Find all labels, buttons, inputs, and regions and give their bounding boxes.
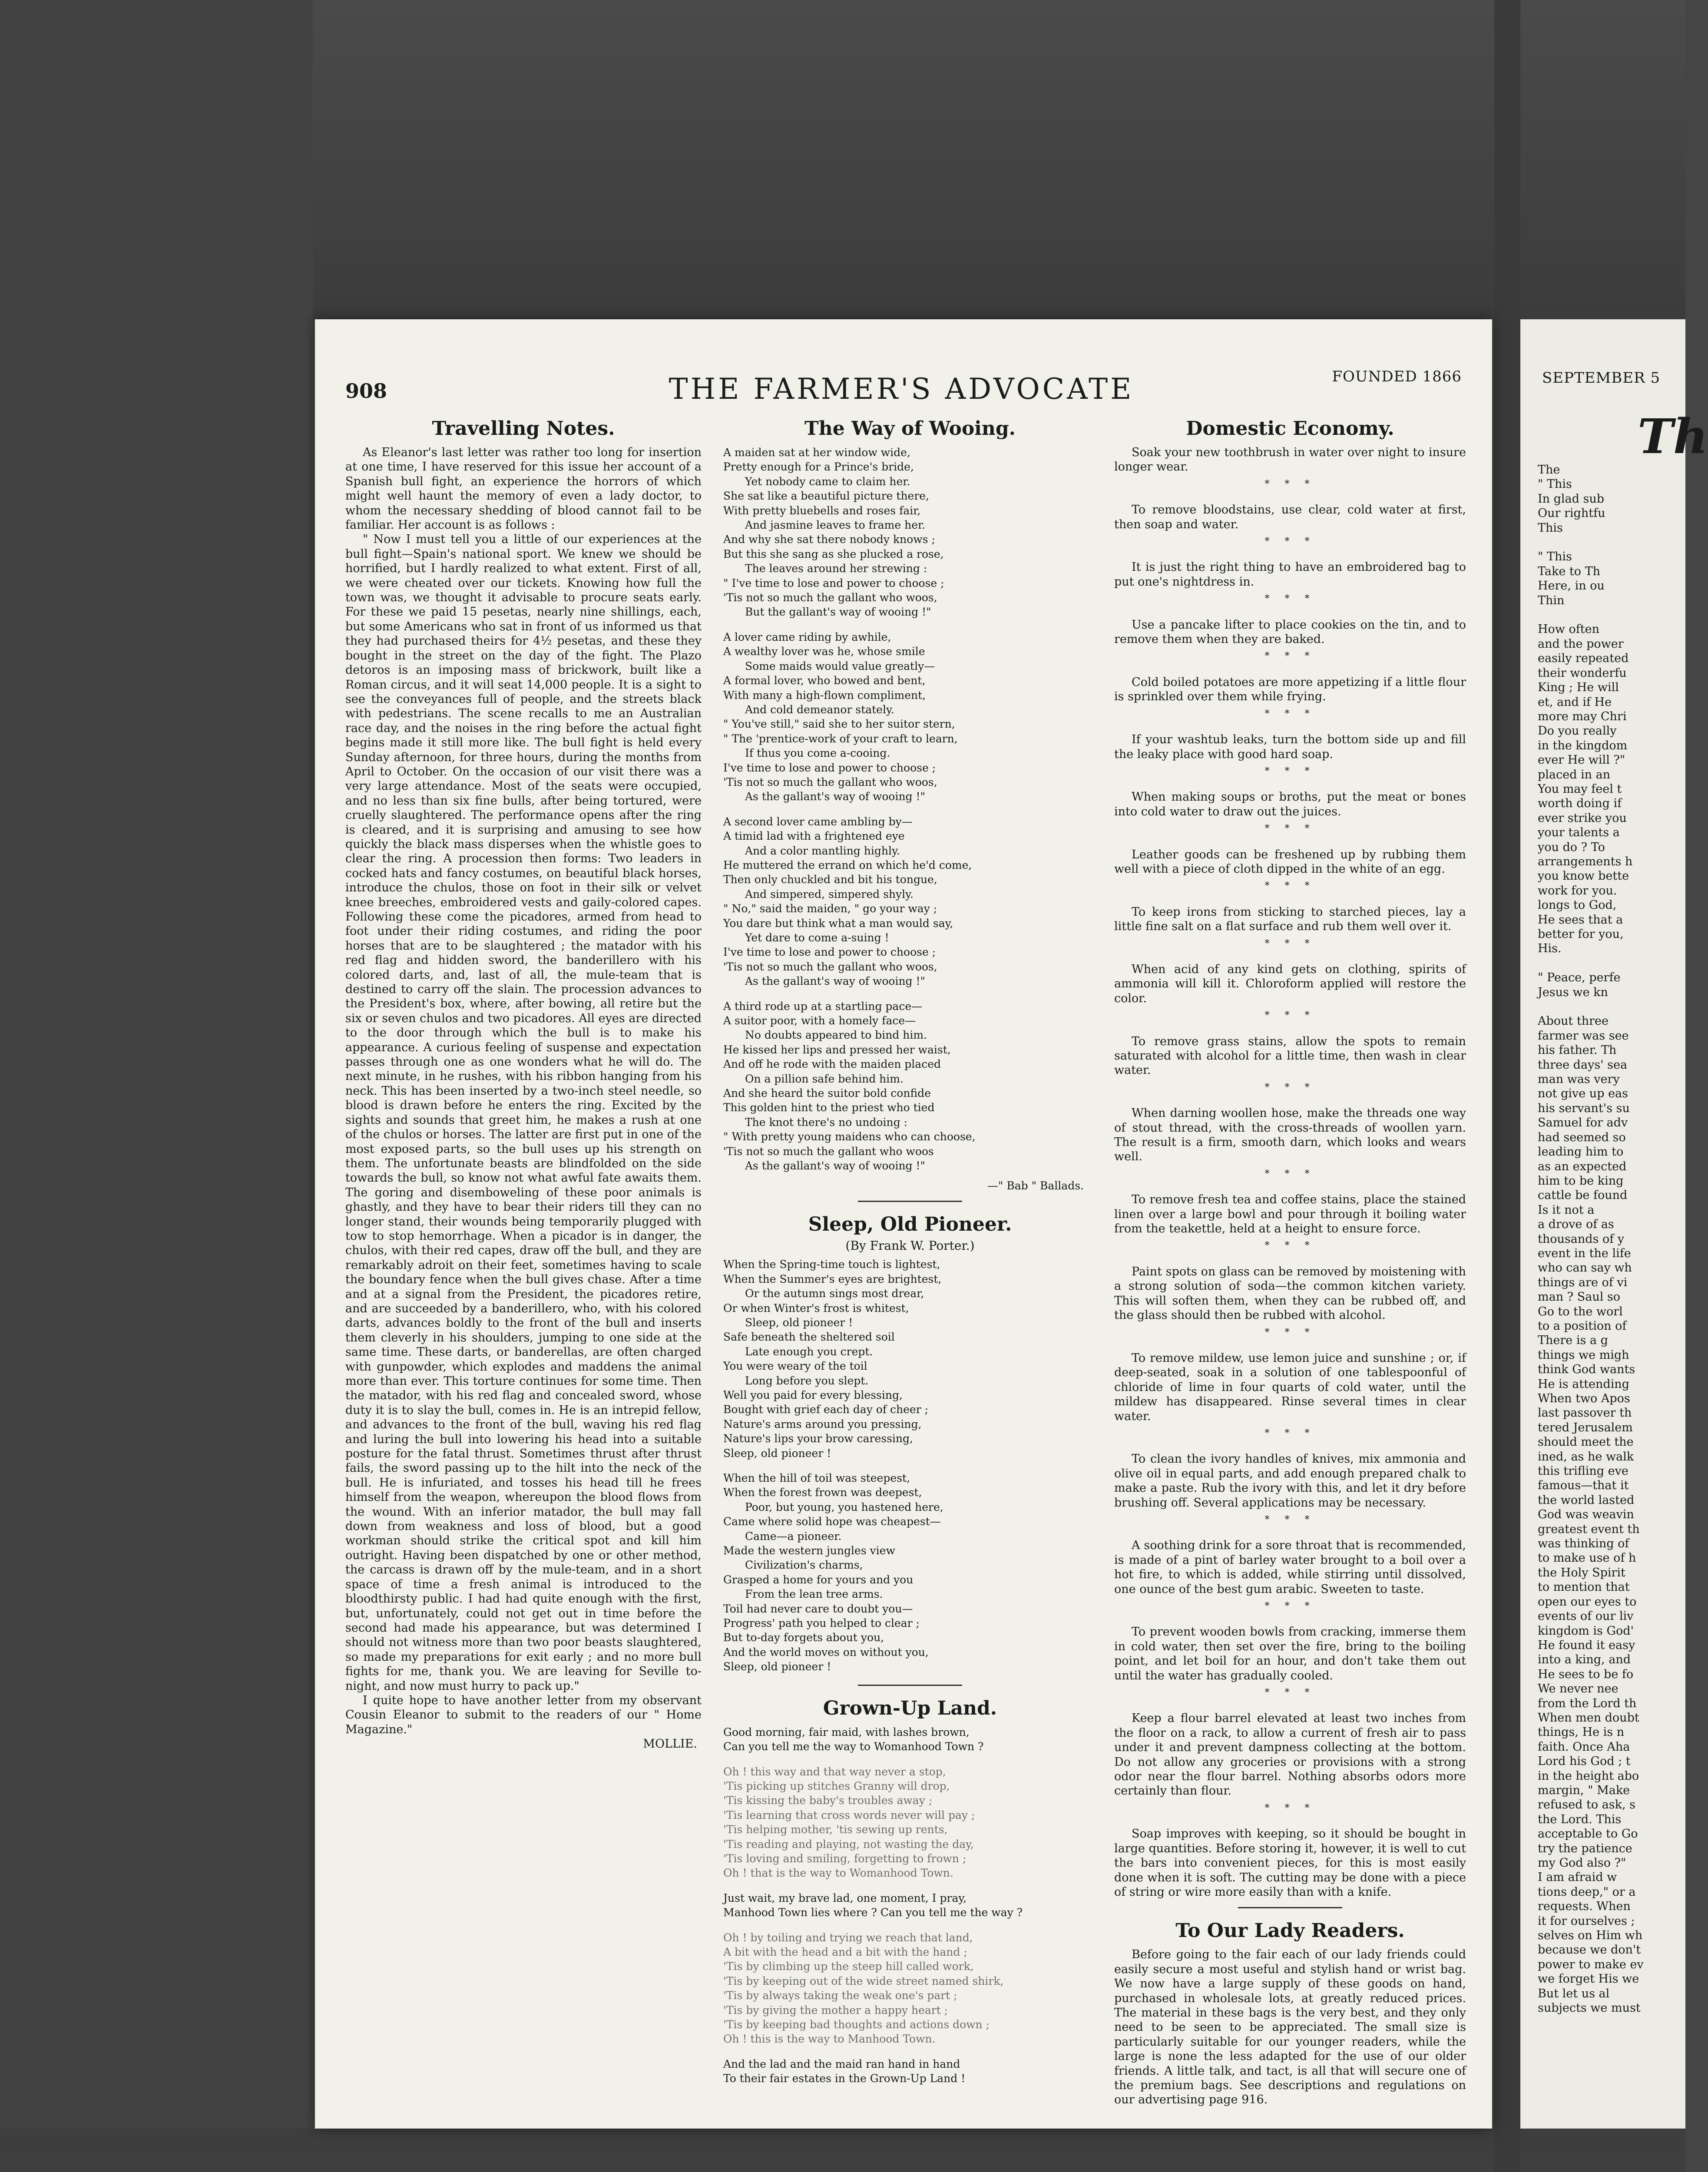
poem-line: Oh ! this is the way to Manhood Town. [723,2033,936,2046]
poem-line: " I've time to lose and power to choose ; [723,576,944,589]
domestic-tip: To remove mildew, use lemon juice and sunshine ; or, if deep-seated, soak in a solution of one tablespoonful of chloride of lime in four quarts of cold water, until the mildew has disappeared. Rinse several times in clear water. [1114,1351,1466,1423]
adjacent-page-line: things are of vi [1538,1275,1628,1289]
poem-line: Oh ! this way and that way never a stop, [723,1765,946,1778]
poem-stanza [723,1930,1097,2046]
adjacent-page-line: event in the life [1538,1246,1631,1260]
poem-line: On a pillion safe behind him. [745,1072,904,1085]
domestic-tip: It is just the right thing to have an embroidered bag to put one's nightdress in. [1114,560,1466,589]
adjacent-page-line: a drove of as [1538,1218,1614,1232]
adjacent-page-line: easily repeated [1538,652,1629,666]
poem-line: Made the western jungles view [723,1544,895,1557]
domestic-tip: Use a pancake lifter to place cookies on the tin, and to remove them when they are baked. [1114,618,1466,646]
poem-line: She sat like a beautiful picture there, [723,490,930,503]
tip-separator: * * * [1264,938,1316,949]
poem-line: 'Tis by always taking the weak one's part ; [723,1989,957,2002]
adjacent-page-line: things, He is n [1538,1725,1625,1739]
poem-line: And off he rode with the maiden placed [723,1058,941,1071]
adjacent-page-line: into a king, and [1538,1653,1631,1667]
poem-line: Then only chuckled and bit his tongue, [723,873,937,886]
column-domestic-economy [1114,415,1466,2110]
poem-line: 'Tis by keeping out of the wide street named shirk, [723,1974,1004,1987]
adjacent-page-line: try the patience [1538,1841,1632,1855]
adjacent-page-line: tions deep," or a [1538,1885,1636,1899]
adjacent-page-line: " This [1538,477,1572,491]
adjacent-page-line: and the power [1538,637,1624,651]
adjacent-page-line: should meet the [1538,1435,1634,1449]
poem-line: Bought with grief each day of cheer ; [723,1403,929,1416]
poem-line: 'Tis not so much the gallant who woos, [723,775,937,788]
tip-separator: * * * [1264,765,1316,777]
article-paragraph: As Eleanor's last letter was rather too long for insertion at one time, I have reserved for this issue her account of a Spanish bull fight, an experience the horrors of which might well haunt the memory of even a lady doctor, to whom the necessary shedding of blood cannot fail to be familiar. Her account is as follows : [345,446,702,532]
poem-line: Well you paid for every blessing, [723,1388,903,1401]
poem-line: 'Tis picking up stitches Granny will drop, [723,1779,950,1792]
adjacent-page-line: to mention that [1538,1580,1630,1594]
adjacent-page-line: Our rightfu [1538,507,1605,520]
adjacent-page-line: who can say wh [1538,1261,1632,1275]
adjacent-page-line [1538,535,1694,550]
poem-line: 'Tis learning that cross words never will pay ; [723,1808,975,1821]
poem-stanza [723,630,1097,804]
poem-line: Came where solid hope was cheapest— [723,1515,941,1528]
domestic-tip: Soap improves with keeping, so it should be bought in large quantities. Before storing it, however, it is well to cut the bars into convenient pieces, for this is most easily done when it is soft. The cutting may be done with a piece of string or wire more easily than with a knife. [1114,1827,1466,1899]
tip-separator: * * * [1264,1601,1316,1612]
adjacent-page-line: Thin [1538,593,1565,607]
poem-line: When the forest frown was deepest, [723,1486,922,1499]
tip-separator: * * * [1264,1427,1316,1439]
adjacent-page-line: greatest event th [1538,1522,1640,1536]
poem-line: Sleep, old pioneer ! [723,1660,831,1673]
adjacent-page-line: power to make ev [1538,1957,1644,1971]
poem-line: Manhood Town lies where ? Can you tell me the way ? [723,1906,1023,1919]
tip-separator: * * * [1264,1082,1316,1093]
poem-line: Some maids would value greatly— [745,659,935,672]
poem-line: Sleep, old pioneer ! [723,1447,831,1460]
tip-separator: * * * [1264,1010,1316,1021]
poem-line: As the gallant's way of wooing !" [745,1159,926,1172]
poem-line: And she heard the suitor bold confide [723,1087,931,1100]
adjacent-page-line: their wonderfu [1538,666,1627,680]
domestic-tip: Soak your new toothbrush in water over night to insure longer wear. [1114,446,1466,474]
domestic-tip: If your washtub leaks, turn the bottom side up and fill the leaky place with good hard soap. [1114,733,1466,761]
poem-line: A wealthy lover was he, whose smile [723,645,925,658]
adjacent-page-line: Go to the worl [1538,1305,1623,1318]
poem-line: With many a high-flown compliment, [723,689,926,702]
tip-separator: * * * [1264,593,1316,605]
adjacent-page-line: him to be king [1538,1174,1624,1188]
adjacent-page-line: better for you, [1538,927,1624,941]
adjacent-page-line: it for ourselves ; [1538,1914,1635,1928]
adjacent-page-line: in the kingdom [1538,738,1628,752]
poem-line: " No," said the maiden, " go your way ; [723,902,937,915]
adjacent-page-line: kingdom is God' [1538,1624,1634,1638]
readers-paragraph: Before going to the fair each of our lady friends could easily secure a most useful and stylish hand or wrist bag. We now have a large supply of these goods on hand, purchased in wholesale lots, at greatly reduced prices. The material in these bags is the very best, and they only need to be seen to be appreciated. The small size is particularly suitable for our younger readers, while the large is none the less adapted for the use of our older friends. A little talk, and tact, is all that will secure one of the premium bags. See descriptions and regulations on our advertising page 916. [1114,1948,1466,2107]
adjacent-page-line: as an expected [1538,1159,1627,1173]
adjacent-page-line: famous—that it [1538,1479,1629,1493]
tip-separator: * * * [1264,708,1316,719]
poem-line: When the Summer's eyes are brightest, [723,1272,942,1285]
poem-grownup [723,1725,1097,2086]
adjacent-page-line: margin, " Make [1538,1783,1630,1797]
poem-stanza [723,2057,1097,2086]
adjacent-page-line: About three [1538,1014,1609,1028]
poem-line: Or when Winter's frost is whitest, [723,1301,909,1314]
adjacent-page-line: requests. When [1538,1900,1631,1914]
poem-line: A third rode up at a startling pace— [723,1000,923,1013]
poem-line: Just wait, my brave lad, one moment, I pray, [723,1891,967,1904]
adjacent-page-line: worth doing if [1538,797,1622,811]
poem-line: To their fair estates in the Grown-Up Land ! [723,2072,966,2085]
poem-line: 'Tis not so much the gallant who woos, [723,960,937,973]
adjacent-page-line: work for you. [1538,884,1617,897]
adjacent-page-line: his servant's su [1538,1101,1630,1115]
adjacent-page-line: tered Jerusalem [1538,1420,1633,1434]
poem-stanza [723,1765,1097,1881]
adjacent-page-line: Jesus we kn [1538,985,1608,999]
scan-background-bottom [0,2129,1685,2172]
tip-separator: * * * [1264,1802,1316,1814]
poem-line: And jasmine leaves to frame her. [745,519,926,532]
poem-line: 'Tis reading and playing, not wasting the day, [723,1838,974,1851]
poem-line: Or the autumn sings most drear, [745,1287,924,1300]
adjacent-page-line: The [1538,463,1560,477]
tip-separator: * * * [1264,881,1316,892]
adjacent-page-line: ever He will ?" [1538,753,1625,767]
adjacent-page-line: to make use of h [1538,1551,1636,1565]
domestic-tip: To remove bloodstains, use clear, cold water at first, then soap and water. [1114,503,1466,531]
poem-stanza [723,1257,1097,1460]
domestic-tip: To prevent wooden bowls from cracking, immerse them in cold water, then set over the fire, bring to the boiling point, and let boil for an hour, and don't take them out until the water has gradually cooled. [1114,1625,1466,1682]
poem-line: 'Tis by giving the mother a happy heart ; [723,2003,948,2016]
poem-line: Poor, but young, you hastened here, [745,1500,943,1513]
domestic-tip: To clean the ivory handles of knives, mix ammonia and olive oil in equal parts, and add enough prepared chalk to make a paste. Rub the ivory with this, and let it dry before brushing off. Several applications may be necessary. [1114,1452,1466,1510]
poem-line: This golden hint to the priest who tied [723,1101,935,1114]
adjacent-page-line: When men doubt [1538,1711,1639,1725]
poem-line: When the Spring-time touch is lightest, [723,1258,940,1271]
poem-byline: (By Frank W. Porter.) [845,1238,975,1253]
adjacent-page-line: When two Apos [1538,1392,1630,1405]
adjacent-page-line: from the Lord th [1538,1696,1637,1710]
poem-line: " You've still," said she to her suitor stern, [723,718,955,731]
poem-line: And a color mantling highly. [745,844,900,857]
adjacent-page-line: acceptable to Go [1538,1827,1638,1841]
domestic-tip: Cold boiled potatoes are more appetizing if a little flour is sprinkled over them while frying. [1114,675,1466,704]
poem-line: And cold demeanor stately. [745,703,894,716]
poem-line: With pretty bluebells and roses fair, [723,504,921,517]
adjacent-page-line: cattle be found [1538,1189,1628,1202]
poem-line: The leaves around her strewing : [745,562,927,575]
poem-line: As the gallant's way of wooing !" [745,790,926,803]
poem-line: And the world moves on without you, [723,1646,929,1659]
tip-separator: * * * [1264,651,1316,662]
poem-line: " The 'prentice-work of your craft to learn, [723,732,958,745]
poem-line: Nature's lips your brow caressing, [723,1432,913,1445]
adjacent-page-line: last passover th [1538,1406,1632,1420]
poem-line: Came—a pioneer. [745,1530,842,1543]
adjacent-page-line: three days' sea [1538,1058,1628,1072]
adjacent-page-big-heading: Th [1638,408,1708,464]
poem-stanza [723,1725,1097,1754]
tip-separator: * * * [1264,1168,1316,1179]
poem-line: But to-day forgets about you, [723,1631,884,1644]
adjacent-page-line: was thinking of [1538,1537,1629,1551]
poem-line: Civilization's charms, [745,1559,863,1572]
tip-separator: * * * [1264,478,1316,490]
adjacent-page-line: His. [1538,942,1562,956]
domestic-tip: When darning woollen hose, make the threads one way of stout thread, with the cross-threads of woollen yarn. The result is a firm, smooth darn, which looks and wears well. [1114,1106,1466,1164]
adjacent-page-line: He found it easy [1538,1638,1635,1652]
adjacent-page-line: we forget His we [1538,1972,1639,1986]
poem-line: And why she sat there nobody knows ; [723,533,935,546]
adjacent-page-line: because we don't [1538,1943,1641,1957]
adjacent-page-line: think God wants [1538,1363,1635,1377]
adjacent-page-line: not give up eas [1538,1087,1628,1101]
adjacent-page-line [1538,1000,1694,1014]
poem-line: A maiden sat at her window wide, [723,446,910,459]
tip-separator: * * * [1264,1514,1316,1525]
adjacent-page-line: Lord his God ; t [1538,1755,1631,1768]
adjacent-page-header: SEPTEMBER 5 [1542,369,1661,387]
tip-separator: * * * [1264,1240,1316,1252]
adjacent-page-line: you do ? To [1538,840,1605,854]
poem-stanza [723,999,1097,1173]
adjacent-page-line: man ? Saul so [1538,1290,1621,1304]
adjacent-page-line: Is it not a [1538,1203,1595,1217]
divider-rule [858,1201,962,1202]
domestic-tip: To keep irons from sticking to starched pieces, lay a little fine salt on a flat surface and rub them well over it. [1114,905,1466,934]
adjacent-page-line: But let us al [1538,1987,1610,2000]
poem-line: Yet dare to come a-suing ! [745,931,889,944]
poem-line: And simpered, simpered shyly. [745,887,914,901]
poem-line: 'Tis kissing the baby's troubles away ; [723,1794,933,1807]
article-paragraph: I quite hope to have another letter from my observant Cousin Eleanor to submit to the readers of our " Home Magazine." [345,1693,702,1736]
poem-line: Pretty enough for a Prince's bride, [723,460,914,473]
scan-background-left [0,0,313,2172]
adjacent-page-line: He sees to be fo [1538,1667,1634,1681]
poem-line: But the gallant's way of wooing !" [745,606,931,619]
adjacent-page-line: " Peace, perfe [1538,971,1621,985]
poem-stanza [723,1891,1097,1920]
adjacent-page-line: your talents a [1538,826,1620,840]
adjacent-page-line: I am afraid w [1538,1871,1617,1884]
section-heading-readers: To Our Lady Readers. [1175,1920,1405,1942]
poem-line: But this she sang as she plucked a rose, [723,547,944,560]
poem-line: 'Tis by keeping bad thoughts and actions down ; [723,2018,990,2031]
adjacent-page-line: Do you really [1538,724,1617,738]
adjacent-page-fragment [1520,319,1708,2129]
poem-line: He kissed her lips and pressed her waist, [723,1043,951,1056]
poem-line: 'Tis not so much the gallant who woos, [723,591,937,604]
adjacent-page-line: to a position of [1538,1319,1627,1333]
domestic-tips-list [1114,445,1466,1899]
adjacent-page-line: leading him to [1538,1145,1624,1159]
domestic-tip: Keep a flour barrel elevated at least two inches from the floor on a rack, to allow a current of fresh air to pass under it and prevent dampness collecting at the bottom. Do not allow any groceries or provisions with a strong odor near the flour barrel. Nothing absorbs odors more certainly than flour. [1114,1712,1466,1798]
domestic-tip: To remove fresh tea and coffee stains, place the stained linen over a large bowl and pour through it boiling water from the teakettle, held at a height to ensure force. [1114,1193,1466,1236]
adjacent-page-line: open our eyes to [1538,1595,1637,1609]
poem-line: 'Tis not so much the gallant who woos [723,1145,934,1158]
adjacent-page-line: God was weavin [1538,1508,1634,1522]
founded-label: FOUNDED 1866 [1332,368,1462,385]
adjacent-page-line: the Lord. This [1538,1812,1622,1826]
poem-line: Can you tell me the way to Womanhood Town ? [723,1740,984,1753]
adjacent-page-line: man was very [1538,1073,1620,1086]
tip-separator: * * * [1264,536,1316,547]
adjacent-page-line: longs to God, [1538,898,1617,912]
poem-stanza [723,445,1097,619]
adjacent-page-line [1538,956,1694,970]
poem-wooing [723,445,1097,1173]
adjacent-page-line: We never nee [1538,1682,1619,1696]
page-gutter [1494,0,1520,2172]
adjacent-page-line: et, and if He [1538,695,1612,709]
adjacent-page-line: his father. Th [1538,1043,1617,1057]
poem-line: The knot there's no undoing : [745,1116,907,1129]
poem-line: Oh ! that is the way to Womanhood Town. [723,1867,953,1880]
poem-line: A lover came riding by awhile, [723,630,891,643]
adjacent-page-line: He sees that a [1538,913,1623,927]
poem-line: Good morning, fair maid, with lashes brown, [723,1725,970,1738]
poem-line: 'Tis loving and smiling, forgetting to frown ; [723,1852,967,1865]
adjacent-page-line: farmer was see [1538,1029,1629,1043]
tip-separator: * * * [1264,823,1316,834]
poem-line: Long before you slept. [745,1374,869,1387]
divider-rule [858,1685,962,1686]
poem-heading-pioneer: Sleep, Old Pioneer. [808,1213,1012,1235]
adjacent-page-line: faith. Once Aha [1538,1740,1630,1754]
poem-stanza [723,1471,1097,1674]
article-signature: MOLLIE. [643,1737,697,1751]
poem-line: As the gallant's way of wooing !" [745,975,926,988]
poem-line: 'Tis by climbing up the steep hill called work, [723,1960,974,1973]
masthead-title: THE FARMER'S ADVOCATE [669,372,1134,406]
domestic-tip: Paint spots on glass can be removed by moistening with a strong solution of soda—the common kitchen variety. This will soften them, when they can be rubbed off, and the glass should then be rubbed with alcohol. [1114,1265,1466,1322]
article-heading: Travelling Notes. [432,417,615,440]
poem-line: A second lover came ambling by— [723,815,913,828]
adjacent-page-line: This [1538,521,1563,535]
poem-line: I've time to lose and power to choose ; [723,946,936,959]
poem-line: When the hill of toil was steepest, [723,1472,910,1484]
poem-line: Late enough you crept. [745,1345,873,1358]
newspaper-page-908 [315,319,1492,2129]
poem-heading-wooing: The Way of Wooing. [804,417,1016,440]
poem-attribution: —" Bab " Ballads. [987,1179,1084,1192]
adjacent-page-line: this trifling eve [1538,1464,1629,1478]
adjacent-page-text [1538,463,1694,2015]
poem-line: A bit with the head and a bit with the hand ; [723,1945,967,1958]
adjacent-page-line [1538,608,1694,622]
domestic-tip: A soothing drink for a sore throat that is recommended, is made of a pint of barley water brought to a boil over a hot fire, to which is added, while stirring until dissolved, one ounce of the best gum arabic. Sweeten to taste. [1114,1539,1466,1596]
divider-rule [1238,1907,1342,1908]
section-heading-domestic: Domestic Economy. [1186,417,1394,440]
poem-line: Nature's arms around you pressing, [723,1417,922,1430]
poem-line: Toil had never care to doubt you— [723,1602,913,1615]
adjacent-page-line: You may feel t [1538,782,1622,796]
poem-line: If thus you come a-cooing. [745,747,890,760]
adjacent-page-line: selves on Him wh [1538,1929,1643,1943]
domestic-tip: Leather goods can be freshened up by rubbing them well with a piece of cloth dipped in the white of an egg. [1114,848,1466,876]
domestic-tip: When making soups or broths, put the meat or bones into cold water to draw out the juices. [1114,790,1466,818]
adjacent-page-line: the Holy Spirit [1538,1566,1625,1579]
adjacent-page-line: more may Chri [1538,709,1627,723]
poem-line: A suitor poor, with a homely face— [723,1014,916,1027]
adjacent-page-line: Take to Th [1538,564,1601,578]
poem-line: You were weary of the toil [723,1360,867,1373]
adjacent-page-line: the world lasted [1538,1493,1635,1507]
column-travelling-notes [345,415,702,1752]
domestic-tip: When acid of any kind gets on clothing, spirits of ammonia will kill it. Chloroform applied will restore the color. [1114,962,1466,1005]
poem-line: Grasped a home for yours and you [723,1573,914,1586]
adjacent-page-line: There is a g [1538,1334,1608,1348]
adjacent-page-line: Samuel for adv [1538,1116,1628,1130]
adjacent-page-line: Here, in ou [1538,579,1605,593]
adjacent-page-line: refused to ask, s [1538,1798,1635,1812]
poem-line: From the lean tree arms. [745,1588,883,1601]
adjacent-page-line: How often [1538,622,1599,636]
poem-line: Safe beneath the sheltered soil [723,1331,895,1344]
poem-heading-grownup: Grown-Up Land. [823,1697,997,1719]
adjacent-page-line: He is attending [1538,1377,1629,1391]
poem-stanza [723,814,1097,989]
poem-line: " With pretty young maidens who can choose, [723,1130,976,1143]
adjacent-page-line: King ; He will [1538,681,1619,695]
adjacent-page-line: subjects we must [1538,2001,1641,2015]
poem-line: Sleep, old pioneer ! [745,1316,853,1329]
page-number: 908 [345,379,387,403]
poem-line: You dare but think what a man would say, [723,917,953,930]
adjacent-page-line: " This [1538,550,1572,564]
poem-line: And the lad and the maid ran hand in hand [723,2057,960,2070]
adjacent-page-line: you know bette [1538,869,1629,883]
adjacent-page-line: events of our liv [1538,1609,1634,1623]
poem-line: He muttered the errand on which he'd come, [723,858,972,871]
poem-line: Oh ! by toiling and trying we reach that land, [723,1931,973,1944]
column-poems [723,415,1097,2096]
domestic-tip: To remove grass stains, allow the spots to remain saturated with alcohol for a little time, then wash in clear water. [1114,1034,1466,1077]
adjacent-page-line: in the height abo [1538,1769,1639,1783]
tip-separator: * * * [1264,1687,1316,1699]
adjacent-page-line: In glad sub [1538,492,1605,506]
poem-line: Progress' path you helped to clear ; [723,1617,920,1630]
adjacent-page-line: my God also ?" [1538,1856,1626,1870]
poem-pioneer [723,1257,1097,1674]
adjacent-page-line: ever strike you [1538,811,1627,825]
poem-line: 'Tis helping mother, 'tis sewing up rents, [723,1823,948,1836]
tip-separator: * * * [1264,1327,1316,1338]
adjacent-page-line: ined, as he walk [1538,1450,1634,1463]
adjacent-page-line: arrangements h [1538,854,1633,868]
adjacent-page-line: things we migh [1538,1348,1629,1362]
adjacent-page-line: placed in an [1538,768,1611,781]
poem-line: A timid lad with a frightened eye [723,830,905,843]
poem-line: No doubts appeared to bind him. [745,1029,927,1042]
adjacent-page-line: had seemed so [1538,1130,1626,1144]
poem-line: Yet nobody came to claim her. [745,475,910,488]
article-body [345,445,702,1737]
article-paragraph: " Now I must tell you a little of our experiences at the bull fight—Spain's national sport. We knew we should be horrified, but I hardly realized to what extent. First of all, we were cheated over our tickets. Knowing how full the town was, we thought it advisable to procure seats early. For these we paid 15 pesetas, nearly nine shillings, each, but some Americans who sat in front of us informed us that they had purchased theirs for 4½ pesetas, and these they bought in the street on the day of the fight. The Plazo detoros is an imposing mass of brickwork, built like a Roman circus, and it will seat 14,000 people. It is a sight to see the conveyances full of people, and the streets black with pedestrians. The scene recalls to me an Australian race day, and the noises in the ring before the actual fight begins made it still more like. The bull fight is held every Sunday afternoon, for three hours, during the months from April to October. On the occasion of our visit there was a very large attendance. Most of the seats were occupied, and no less than six fine bulls, after being tortured, were cruelly slaughtered. The performance opens after the ring is cleared, and it is surprising and amusing to see how quickly the black mass disperses when the whistle goes to clear the ring. A procession then forms: Two leaders in cocked hats and fancy costumes, on beautiful black horses, introduce the chulos, those on foot in their silk or velvet knee breeches, embroidered vests and gaily-colored capes. Following these come the picadores, armed from head to foot under their riding costumes, and riding the poor horses that are to be slaughtered ; the matador with his red flag and hidden sword, the banderillero with his colored darts, and, last of all, the mule-team that is destined to carry off the slain. The procession advances to the President's box, where, after bowing, all retire but the six or seven chulos and two picadores. All eyes are directed to the door through which the bull is to make his appearance. A curious feeling of suspense and expectation passes through one as one wonders what he will do. The next minute, in he rushes, with his ribbon hanging from his neck. This has been inserted by a two-inch steel needle, so blood is drawn before he enters the ring. Excited by the sights and sounds that greet him, he makes a rush at one of the chulos or horses. The latter are first put in one of the most exposed parts, so the bull uses up his strength on them. The unfortunate beasts are blindfolded on the side towards the bull, so know not what awful fate awaits them. The goring and disemboweling of these poor animals is ghastly, and they have to bear their riders till they can no longer stand, their wounds being temporarily plugged with tow to stop hemorrhage. When a picador is in danger, the chulos, with their red capes, draw off the bull, and they are remarkably adroit on their feet, sometimes having to scale the boundary fence when the bull gives chase. After a time and at a signal from the President, the picadores retire, and are succeeded by a banderillero, who, with his colored darts, advances boldly to the front of the bull and inserts them cleverly in his shoulders, jumping to one side at the same time. These darts, or banderellas, are often charged with gunpowder, which explodes and maddens the animal more than ever. This torture continues for some time. Then the matador, with his red flag and concealed sword, whose duty it is to slay the bull, comes in. He is an intrepid fellow, and advances to the front of the bull, waving his red flag and luring the bull into lowering his head into a suitable posture for the fatal thrust. Sometimes thrust after thrust fails, the sword passing up to the hilt into the neck of the bull. He is infuriated, and tosses his head till he frees himself from the weapon, whereupon the blood flows from the wound. With an inferior matador, the bull may fall down from weakness and loss of blood, but a good workman should strike the critical spot and kill him outright. Having been dispatched by one or other method, the carcass is drawn off by the mule-team, and in a short space of time a fresh animal is introduced to the bloodthirsty public. I had had quite enough with the first, but, unfortunately, could not get out in time before the second had made his appearance, but was determined I should not witness more than two poor beasts slaughtered, so made my preparations for exit early ; and no more bull fights for me, thank you. We are leaving for Seville to-night, and now must hurry to pack up." [345,533,702,1693]
adjacent-page-line: thousands of y [1538,1232,1625,1246]
poem-line: I've time to lose and power to choose ; [723,761,936,774]
poem-line: A formal lover, who bowed and bent, [723,674,926,687]
